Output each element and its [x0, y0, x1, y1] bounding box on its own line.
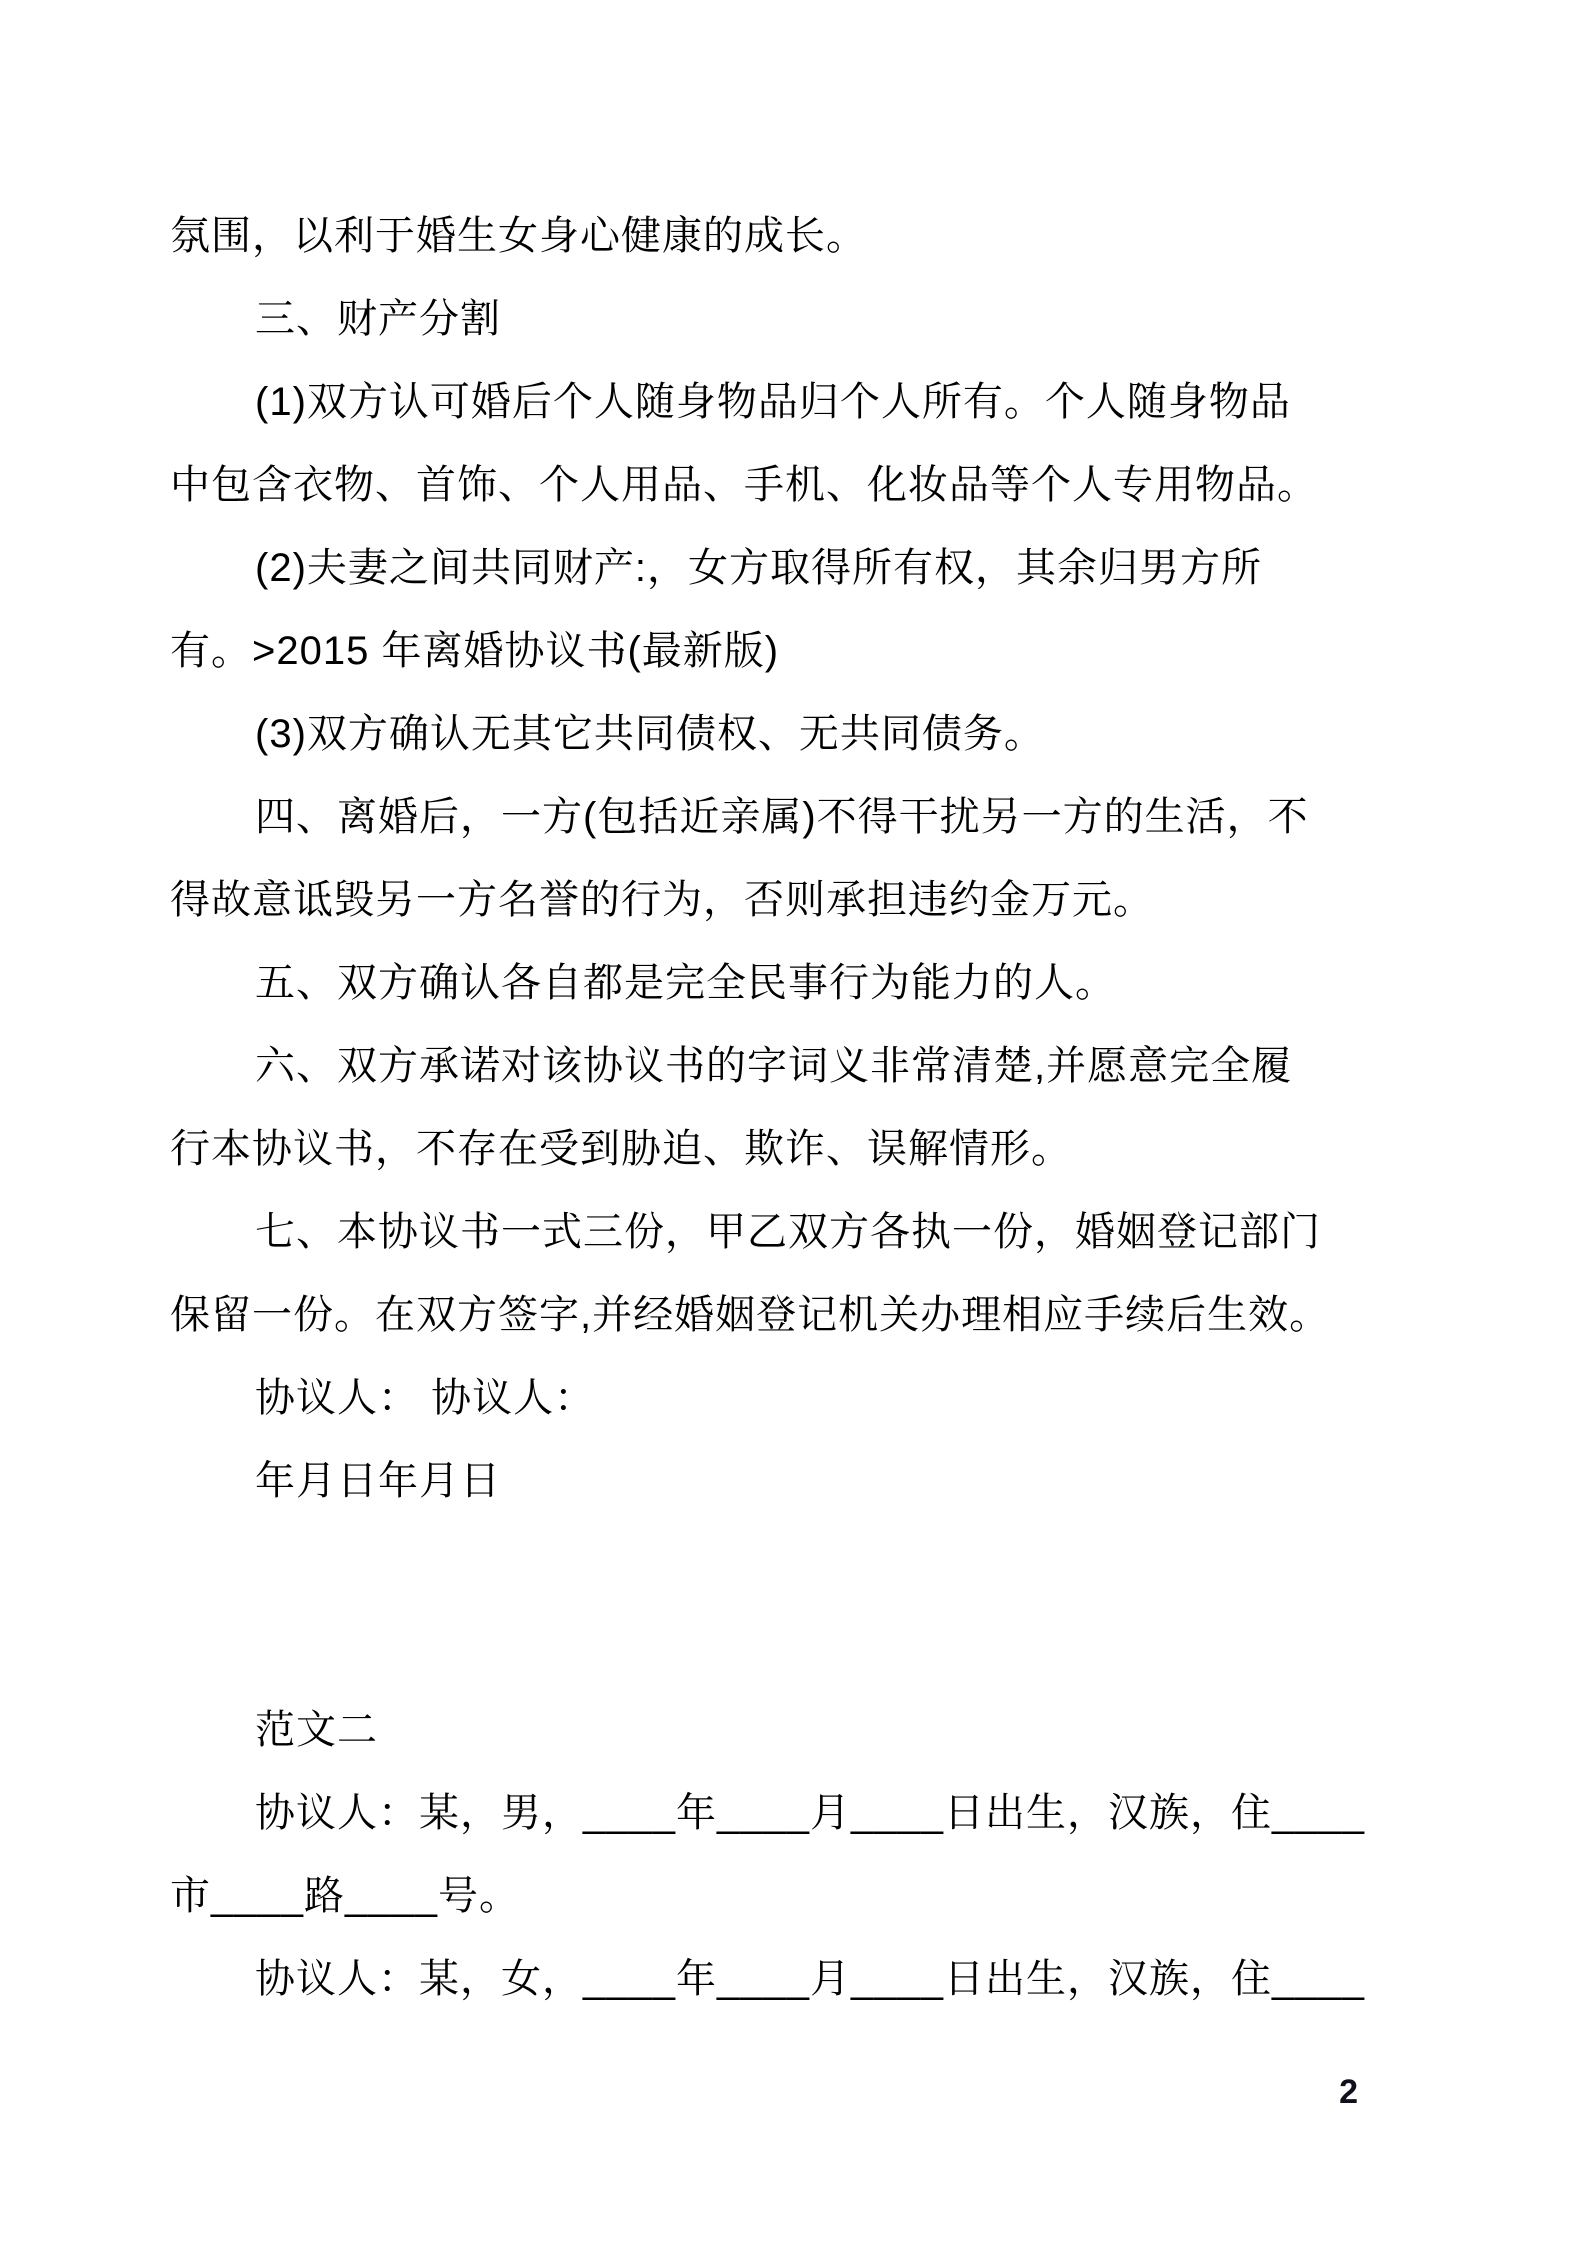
text-line: 有。>2015 年离婚协议书(最新版) — [170, 629, 780, 673]
text-line: 五、双方确认各自都是完全民事行为能力的人。 — [255, 961, 1116, 1005]
text-line: 行本协议书，不存在受到胁迫、欺诈、误解情形。 — [170, 1127, 1072, 1171]
text-line: 七、本协议书一式三份，甲乙双方各执一份，婚姻登记部门 — [255, 1210, 1321, 1254]
text-line: (1)双方认可婚后个人随身物品归个人所有。个人随身物品 — [255, 380, 1291, 424]
text-line: 协议人：某，女，____年____月____日出生，汉族，住____ — [255, 1957, 1365, 2001]
text-line: 市____路____号。 — [170, 1874, 520, 1918]
text-line: 中包含衣物、首饰、个人用品、手机、化妆品等个人专用物品。 — [170, 463, 1318, 507]
text-line: 保留一份。在双方签字,并经婚姻登记机关办理相应手续后生效。 — [170, 1293, 1331, 1337]
text-line: (3)双方确认无其它共同债权、无共同债务。 — [255, 712, 1045, 756]
text-line: 三、财产分割 — [255, 297, 501, 341]
text-line: (2)夫妻之间共同财产:，女方取得所有权，其余归男方所 — [255, 546, 1262, 590]
page-number: 2 — [1339, 2073, 1358, 2111]
text-line: 范文二 — [255, 1708, 378, 1752]
text-line: 四、离婚后，一方(包括近亲属)不得干扰另一方的生活，不 — [255, 795, 1309, 839]
text-line: 得故意诋毁另一方名誉的行为，否则承担违约金万元。 — [170, 878, 1154, 922]
text-line: 氛围，以利于婚生女身心健康的成长。 — [170, 214, 867, 258]
text-line: 协议人：某，男，____年____月____日出生，汉族，住____ — [255, 1791, 1365, 1835]
text-line — [170, 1606, 1430, 1689]
text-line — [170, 1523, 1430, 1606]
text-line: 年月日年月日 — [255, 1459, 501, 1503]
text-line: 协议人： 协议人： — [255, 1376, 596, 1420]
document-body — [170, 195, 1430, 2021]
text-line: 六、双方承诺对该协议书的字词义非常清楚,并愿意完全履 — [255, 1044, 1293, 1088]
